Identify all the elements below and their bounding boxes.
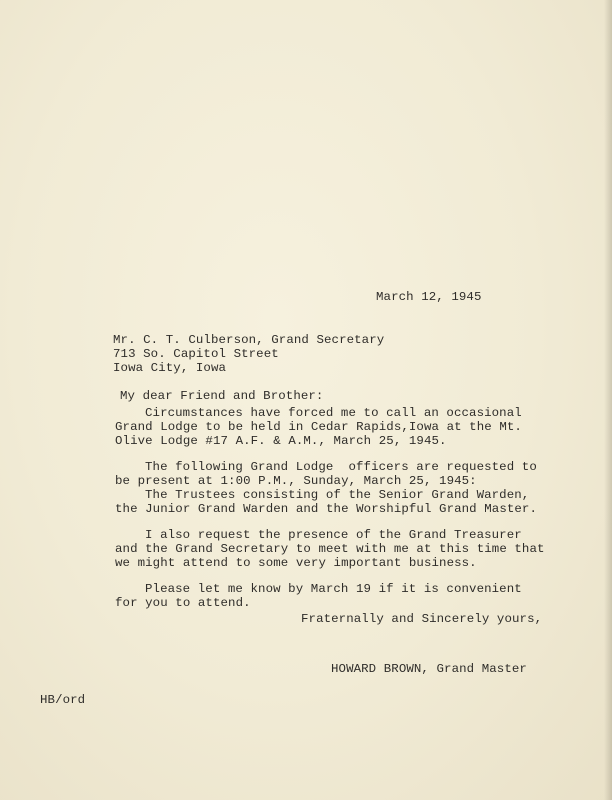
paragraph-1-line-2: Grand Lodge to be held in Cedar Rapids,Iowa at the Mt. [115,420,522,434]
paragraph-3-line-2: and the Grand Secretary to meet with me at this time that [115,542,545,556]
signature-line: HOWARD BROWN, Grand Master [331,662,527,676]
paragraph-2-line-1: The following Grand Lodge officers are requested to [145,460,537,474]
paragraph-2-line-2: be present at 1:00 P.M., Sunday, March 25, 1945: [115,474,477,488]
recipient-city: Iowa City, Iowa [113,361,227,375]
paragraph-3-line-3: we might attend to some very important business. [115,556,477,570]
paragraph-4-line-1: Please let me know by March 19 if it is convenient [145,582,522,596]
paragraph-1-line-1: Circumstances have forced me to call an occasional [145,406,522,420]
recipient-name: Mr. C. T. Culberson, Grand Secretary [113,333,385,347]
salutation: My dear Friend and Brother: [120,389,324,403]
paragraph-3-line-1: I also request the presence of the Grand Treasurer [145,528,522,542]
paragraph-4-line-2: for you to attend. [115,596,251,610]
page-edge-shadow [604,0,612,800]
letter-date: March 12, 1945 [376,290,482,304]
paragraph-2-line-4: the Junior Grand Warden and the Worshipful Grand Master. [115,502,537,516]
paragraph-2-line-3: The Trustees consisting of the Senior Grand Warden, [145,488,530,502]
closing: Fraternally and Sincerely yours, [301,612,543,626]
paragraph-1-line-3: Olive Lodge #17 A.F. & A.M., March 25, 1945. [115,434,447,448]
typist-initials: HB/ord [40,693,86,707]
recipient-street: 713 So. Capitol Street [113,347,279,361]
